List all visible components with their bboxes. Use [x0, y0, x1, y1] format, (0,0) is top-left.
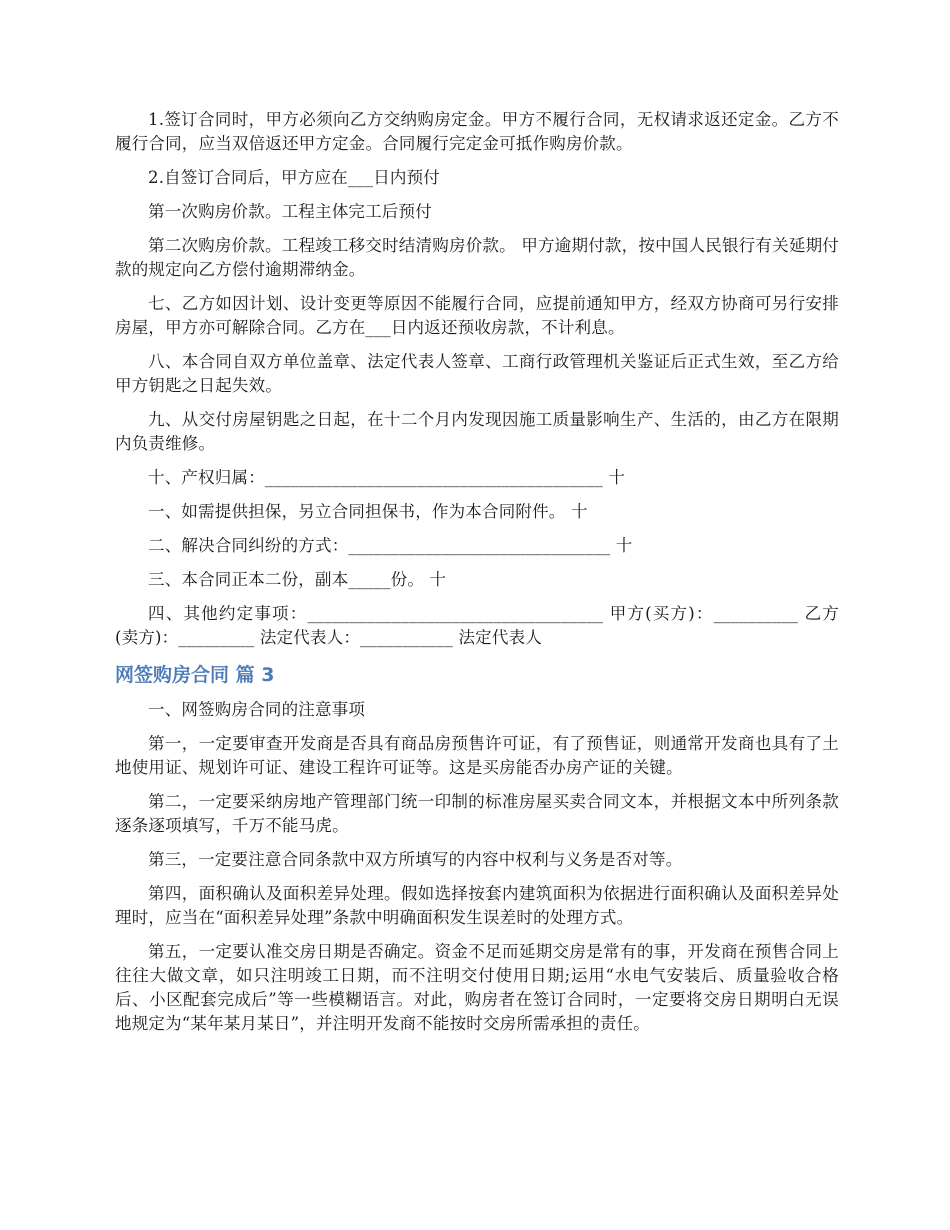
paragraph-clause-13: 三、本合同正本二份，副本_____份。 十	[148, 570, 447, 589]
paragraph-clause-12: 二、解决合同纠纷的方式：_______________________________ 十	[148, 536, 633, 555]
document-page	[115, 108, 839, 1046]
paragraph-clause-7: 七、乙方如因计划、设计变更等原因不能履行合同，应提前通知甲方，经双方协商可另行安排房屋，甲方亦可解除合同。乙方在___日内返还预收房款，不计利息。	[115, 294, 839, 337]
paragraph-notes-title: 一、网签购房合同的注意事项	[148, 700, 366, 719]
paragraph-note-1: 第一，一定要审查开发商是否具有商品房预售许可证，有了预售证，则通常开发商也具有了土地使用证、规划许可证、建设工程许可证等。这是买房能否办房产证的关键。	[115, 734, 839, 777]
paragraph-clause-14: 四、其他约定事项：___________________________________ 甲方(买方)：__________ 乙方(卖方)：_________ 法定代表人：___________ 法定代表人	[115, 604, 839, 647]
paragraph-prepay: 2.自签订合同后，甲方应在___日内预付	[148, 168, 440, 187]
paragraph-second-payment: 第二次购房价款。工程竣工移交时结清购房价款。 甲方逾期付款，按中国人民银行有关延期付款的规定向乙方偿付逾期滞纳金。	[115, 236, 839, 279]
paragraph-note-4: 第四，面积确认及面积差异处理。假如选择按套内建筑面积为依据进行面积确认及面积差异处理时，应当在“面积差异处理”条款中明确面积发生误差时的处理方式。	[115, 884, 839, 927]
paragraph-clause-8: 八、本合同自双方单位盖章、法定代表人签章、工商行政管理机关鉴证后正式生效，至乙方给甲方钥匙之日起失效。	[115, 352, 839, 395]
paragraph-note-2: 第二，一定要采纳房地产管理部门统一印制的标准房屋买卖合同文本，并根据文本中所列条款逐条逐项填写，千万不能马虎。	[115, 792, 839, 835]
paragraph-first-payment: 第一次购房价款。工程主体完工后预付	[148, 202, 432, 221]
paragraph-clause-11: 一、如需提供担保，另立合同担保书，作为本合同附件。 十	[148, 502, 588, 521]
paragraph-deposit: 1.签订合同时，甲方必须向乙方交纳购房定金。甲方不履行合同，无权请求返还定金。乙方不履行合同，应当双倍返还甲方定金。合同履行完定金可抵作购房价款。	[115, 110, 839, 153]
paragraph-note-3: 第三，一定要注意合同条款中双方所填写的内容中权利与义务是否对等。	[148, 850, 683, 869]
paragraph-note-5: 第五，一定要认准交房日期是否确定。资金不足而延期交房是常有的事，开发商在预售合同上往往大做文章，如只注明竣工日期，而不注明交付使用日期;运用“水电气安装后、质量验收合格后、小区配套完成后”等一些模糊语言。对此，购房者在签订合同时，一定要将交房日期明白无误地规定为“某年某月某日”，并注明开发商不能按时交房所需承担的责任。	[115, 942, 839, 1033]
paragraph-clause-9: 九、从交付房屋钥匙之日起，在十二个月内发现因施工质量影响生产、生活的，由乙方在限期内负责维修。	[115, 410, 839, 453]
paragraph-clause-10: 十、产权归属：________________________________________ 十	[148, 468, 626, 487]
section-heading: 网签购房合同 篇 3	[115, 664, 275, 686]
